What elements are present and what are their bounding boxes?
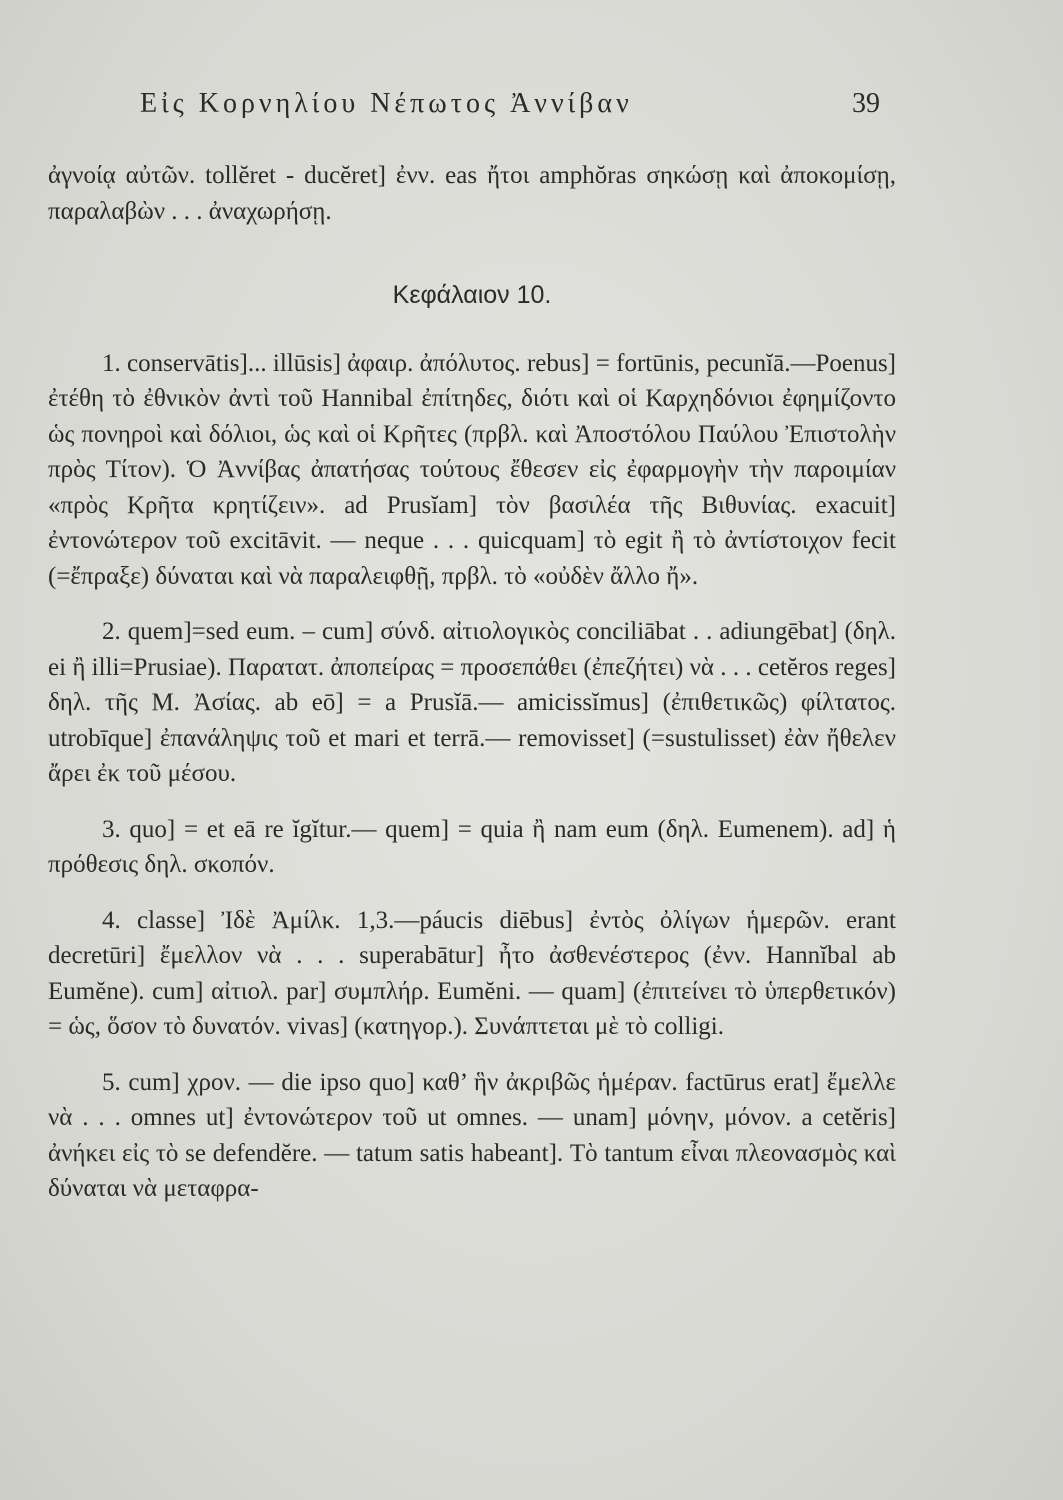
running-header xyxy=(140,88,880,120)
chapter-heading: Κεφάλαιον 10. xyxy=(392,281,552,309)
page-number: 39 xyxy=(852,88,880,119)
running-title: Εἰς Κορνηλίου Νέπωτος Ἀννίβαν xyxy=(140,88,633,119)
section-4: 4. classe] Ἰδὲ Ἀμίλκ. 1,3.—páucis diēbus] ἐντὸς ὀλίγων ἡμερῶν. erant decretūri] ἔμελλον νὰ . . . superabātur] ἦτο ἀσθενέστερος (ἐνν. Hannĭbal ab Eumĕne). cum] αἰτιολ. par] συμπλήρ. Eumĕni. — quam] (ἐπιτείνει τὸ ὑπερθετικόν) = ὡς, ὅσον τὸ δυνατόν. vivas] (κατηγορ.). Συνάπτεται μὲ τὸ colligi. xyxy=(48,906,896,1040)
section-1: 1. conservātis]... illūsis] ἀφαιρ. ἀπόλυτος. rebus] = fortūnis, pecunĭā.—Poenus] ἐτέθη τὸ ἐθνικὸν ἀντὶ τοῦ Hannibal ἐπίτηδες, διότι καὶ οἱ Καρχηδόνιοι ἐφημίζοντο ὡς πονηροὶ καὶ δόλιοι, ὡς καὶ οἱ Κρῆτες (πρβλ. καὶ Ἀποστόλου Παύλου Ἐπιστολὴν πρὸς Τίτον). Ὁ Ἀννίβας ἀπατήσας τούτους ἔθεσεν εἰς ἐφαρμογὴν τὴν παροιμίαν «πρὸς Κρῆτα κρητίζειν». ad Prusĭam] τὸν βασιλέα τῆς Βιθυνίας. exacuit] ἐντονώτερον τοῦ excitāvit. — neque . . . quicquam] τὸ egit ἢ τὸ ἀντίστοιχον fecit (=ἔπραξε) δύναται καὶ νὰ παραλειφθῇ, πρβλ. τὸ «οὐδὲν ἄλλο ἤ». xyxy=(48,349,896,590)
section-2: 2. quem]=sed eum. – cum] σύνδ. αἰτιολογικὸς conciliābat . . adiungēbat] (δηλ. ei ἢ illi=Prusiae). Παρατατ. ἀποπείρας = προσεπάθει (ἐπεζήτει) νὰ . . . cetĕros reges] δηλ. τῆς Μ. Ἀσίας. ab eō] = a Prusĭā.— amicissĭmus] (ἐπιθετικῶς) φίλτατος. utrobīque] ἐπανάληψις τοῦ et mari et terrā.— removisset] (=sustulisset) ἐὰν ἤθελεν ἄρει ἐκ τοῦ μέσου. xyxy=(48,618,896,787)
section-5: 5. cum] χρον. — die ipso quo] καθ’ ἣν ἀκριβῶς ἡμέραν. factūrus erat] ἔμελλε νὰ . . . omnes ut] ἐντονώτερον τοῦ ut omnes. — unam] μόνην, μόνον. a cetĕris] ἀνήκει εἰς τὸ se defendĕre. — tatum satis habeant]. Τὸ tantum εἶναι πλεονασμὸς καὶ δύναται νὰ μεταφρα- xyxy=(48,1068,896,1202)
intro-paragraph: ἀγνοίᾳ αὐτῶν. tollĕret - ducĕret] ἐνν. eas ἤτοι amphŏras σηκώσῃ καὶ ἀποκομίσῃ, παραλαβὼν . . . ἀναχωρήσῃ. xyxy=(48,162,896,225)
section-3: 3. quo] = et eā re ĭgĭtur.— quem] = quia ἢ nam eum (δηλ. Eumenem). ad] ἡ πρόθεσις δηλ. σκοπόν. xyxy=(48,815,896,878)
page-body xyxy=(48,158,896,1207)
